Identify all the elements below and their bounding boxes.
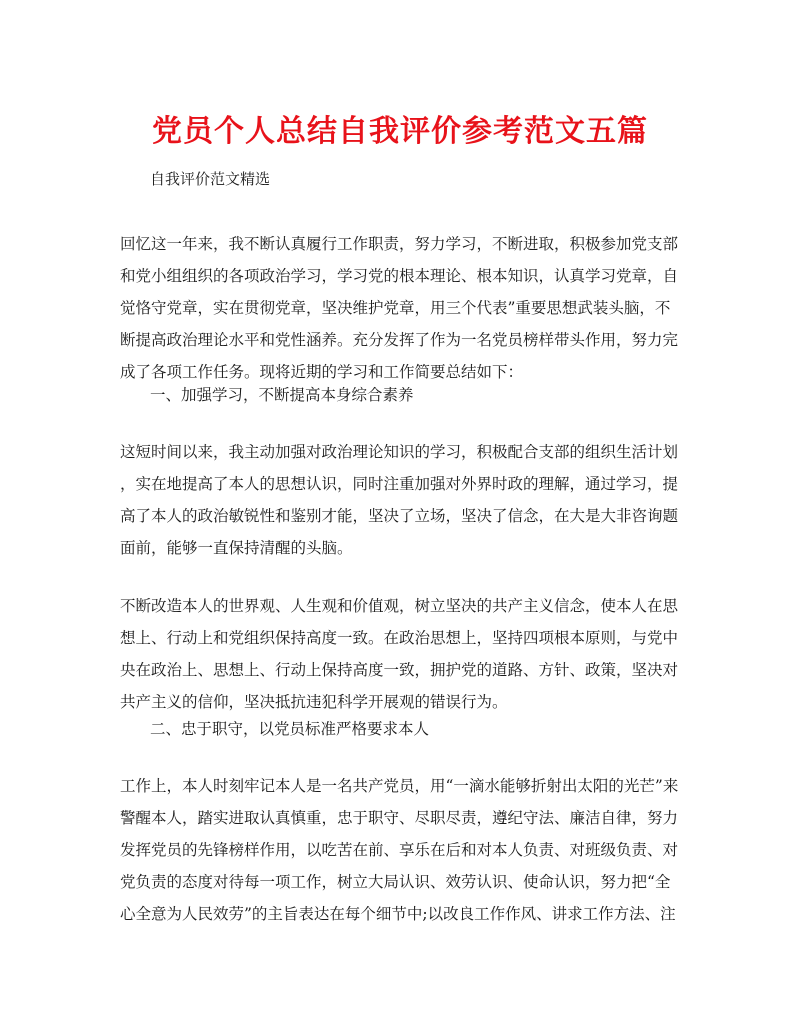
paragraph-line: 共产主义的信仰，坚决抵抗违犯科学开展观的错误行为。 [120,693,508,711]
paragraph-4 [120,770,690,930]
paragraph-line: 央在政治上、思想上、行动上保持高度一致，拥护党的道路、方针、政策，坚决对 [120,661,679,679]
paragraph-line: 想上、行动上和党组织保持高度一致。在政治思想上，坚持四项根本原则，与党中 [120,629,679,647]
paragraph-line: 成了各项工作任务。现将近期的学习和工作简要总结如下： [120,363,524,381]
paragraph-line: 断提高政治理论水平和党性涵养。充分发挥了作为一名党员榜样带头作用，努力完 [120,331,679,349]
paragraph-line: 高了本人的政治敏锐性和鉴别才能，坚决了立场，坚决了信念，在大是大非咨询题 [120,507,679,525]
paragraph-line: 面前，能够一直保持清醒的头脑。 [120,539,353,557]
section-heading-2: 二、忠于职守，以党员标准严格要求本人 [150,720,430,738]
paragraph-line: 和党小组组织的各项政治学习，学习党的根本理论、根本知识，认真学习党章，自 [120,267,679,285]
paragraph-2 [120,436,690,564]
document-subtitle: 自我评价范文精选 [150,170,271,188]
paragraph-line: 工作上，本人时刻牢记本人是一名共产党员，用“一滴水能够折射出太阳的光芒”来 [120,777,679,795]
paragraph-line: 回忆这一年来，我不断认真履行工作职责，努力学习，不断进取，积极参加党支部 [120,235,679,253]
paragraph-line: ，实在地提高了本人的思想认识，同时注重加强对外界时政的理解，通过学习，提 [120,475,679,493]
paragraph-line: 不断改造本人的世界观、人生观和价值观，树立坚决的共产主义信念，使本人在思 [120,597,679,615]
section-heading-1: 一、加强学习，不断提高本身综合素养 [150,386,414,404]
paragraph-1 [120,228,690,388]
paragraph-line: 党负责的态度对待每一项工作，树立大局认识、效劳认识、使命认识，努力把“全 [120,873,671,891]
paragraph-line: 警醒本人，踏实进取认真慎重，忠于职守、尽职尽责，遵纪守法、廉洁自律，努力 [120,809,679,827]
document-title: 党员个人总结自我评价参考范文五篇 [152,114,648,149]
paragraph-line: 这短时间以来，我主动加强对政治理论知识的学习，积极配合支部的组织生活计划 [120,443,679,461]
paragraph-line: 觉恪守党章，实在贯彻党章，坚决维护党章，用三个代表”重要思想武装头脑，不 [120,299,671,317]
paragraph-3 [120,590,690,718]
paragraph-line: 发挥党员的先锋榜样作用，以吃苦在前、享乐在后和对本人负责、对班级负责、对 [120,841,679,859]
paragraph-line: 心全意为人民效劳”的主旨表达在每个细节中;以改良工作作风、讲求工作方法、注 [120,905,676,923]
